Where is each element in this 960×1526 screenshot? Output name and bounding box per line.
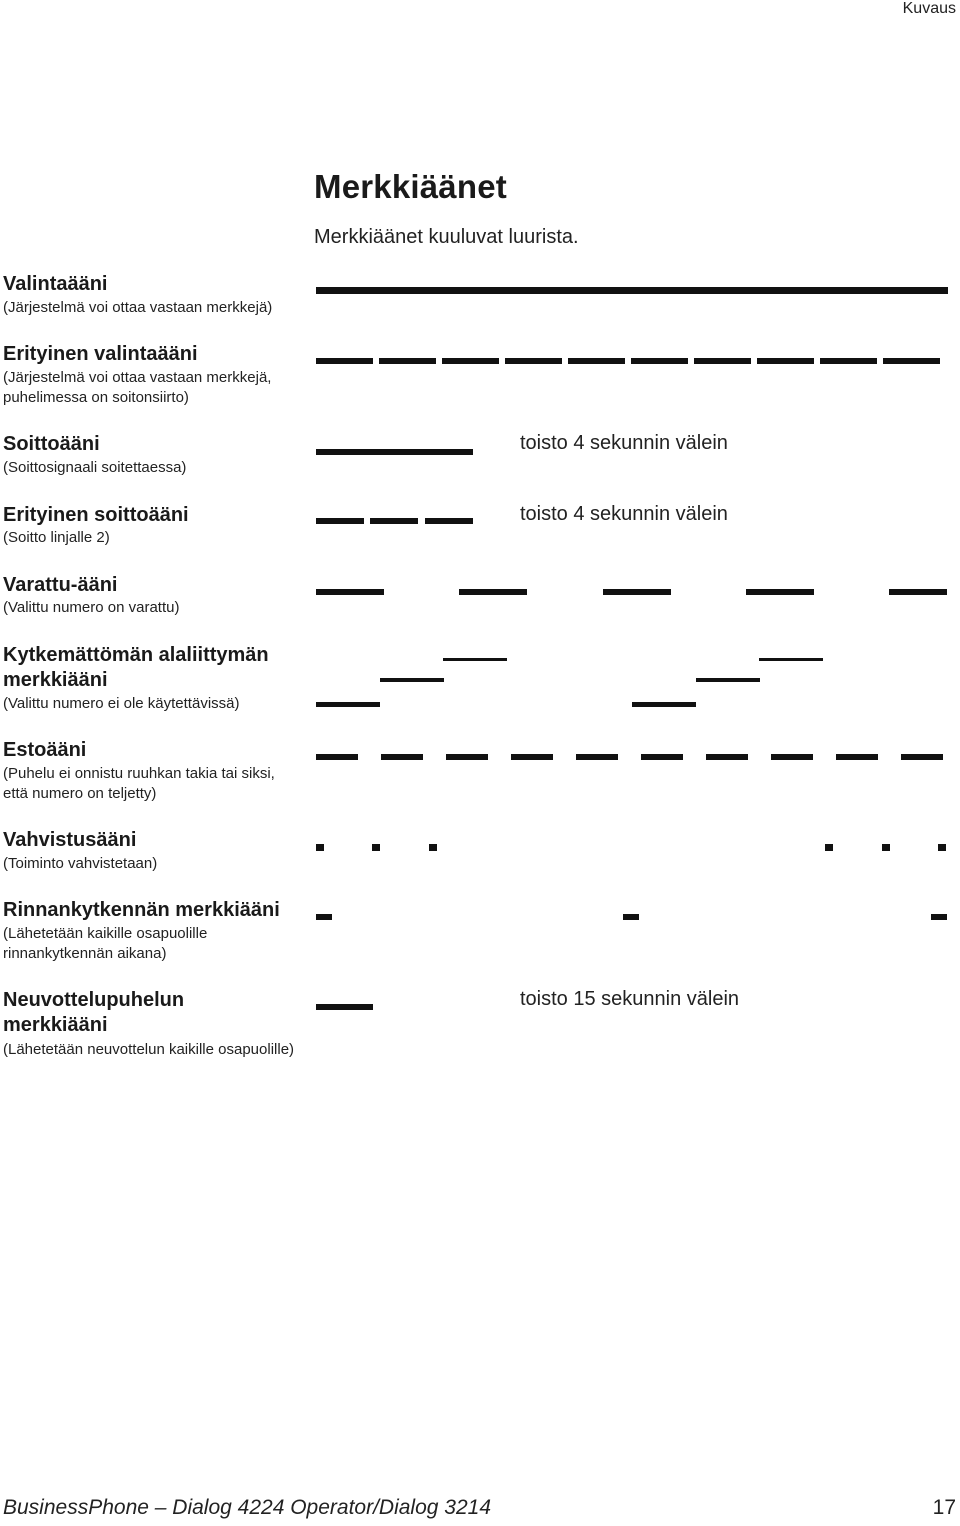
repeat-note-conference-tone: toisto 15 sekunnin välein xyxy=(520,988,740,1010)
signal-title-busy-tone: Varattu-ääni xyxy=(3,574,118,596)
page-title: Merkkiäänet xyxy=(314,168,507,205)
special-ringing-tone-pattern xyxy=(316,518,473,524)
signal-title-special-dial-tone: Erityinen valintaääni xyxy=(3,343,198,365)
signal-title-unobtainable-tone-2: merkkiääni xyxy=(3,669,108,691)
intro-text: Merkkiäänet kuuluvat luurista. xyxy=(314,226,579,248)
signal-desc-congestion-tone-1: (Puhelu ei onnistu ruuhkan takia tai siksi, xyxy=(3,765,275,782)
busy-tone-pattern xyxy=(316,589,947,595)
signal-title-dial-tone: Valintaääni xyxy=(3,273,108,295)
signal-title-verification-tone: Vahvistusääni xyxy=(3,829,137,851)
signal-desc-busy-tone: (Valittu numero on varattu) xyxy=(3,599,180,616)
verification-tone-pattern xyxy=(316,844,946,851)
signal-desc-ringing-tone: (Soittosignaali soitettaessa) xyxy=(3,459,187,476)
signal-title-congestion-tone: Estoääni xyxy=(3,739,87,761)
signal-desc-verification-tone: (Toiminto vahvistetaan) xyxy=(3,855,158,872)
unobtainable-tone-pattern xyxy=(316,658,823,707)
signal-title-unobtainable-tone-1: Kytkemättömän alaliittymän xyxy=(3,644,269,666)
intrusion-tone-pattern xyxy=(316,914,947,920)
signal-title-ringing-tone: Soittoääni xyxy=(3,433,100,455)
repeat-note-ringing-tone: toisto 4 sekunnin välein xyxy=(520,432,728,454)
signal-title-special-ringing-tone: Erityinen soittoääni xyxy=(3,504,189,526)
congestion-tone-pattern xyxy=(316,754,943,760)
repeat-note-special-ringing-tone: toisto 4 sekunnin välein xyxy=(520,503,728,525)
special-dial-tone-pattern xyxy=(316,358,940,364)
footer-product-title: BusinessPhone – Dialog 4224 Operator/Dialog 3214 xyxy=(3,1496,491,1519)
signal-title-conference-tone-2: merkkiääni xyxy=(3,1014,108,1036)
signal-desc-conference-tone: (Lähetetään neuvottelun kaikille osapuolille) xyxy=(3,1041,295,1058)
conference-tone-pattern xyxy=(316,1004,373,1010)
signal-desc-intrusion-tone-2: rinnankytkennän aikana) xyxy=(3,945,167,962)
signal-title-conference-tone-1: Neuvottelupuhelun xyxy=(3,989,185,1011)
signal-desc-dial-tone: (Järjestelmä voi ottaa vastaan merkkejä) xyxy=(3,299,273,316)
page-number: 17 xyxy=(932,1496,956,1519)
signal-desc-congestion-tone-2: että numero on teljetty) xyxy=(3,785,157,802)
signal-desc-special-dial-tone-2: puhelimessa on soitonsiirto) xyxy=(3,389,189,406)
dial-tone-pattern xyxy=(316,287,948,294)
signal-desc-intrusion-tone-1: (Lähetetään kaikille osapuolille xyxy=(3,925,208,942)
signal-desc-special-ringing-tone: (Soitto linjalle 2) xyxy=(3,529,110,546)
signal-title-intrusion-tone: Rinnankytkennän merkkiääni xyxy=(3,899,280,921)
signal-desc-unobtainable-tone: (Valittu numero ei ole käytettävissä) xyxy=(3,695,240,712)
ringing-tone-pattern xyxy=(316,449,473,455)
signal-desc-special-dial-tone-1: (Järjestelmä voi ottaa vastaan merkkejä, xyxy=(3,369,272,386)
section-tag: Kuvaus xyxy=(902,0,956,17)
